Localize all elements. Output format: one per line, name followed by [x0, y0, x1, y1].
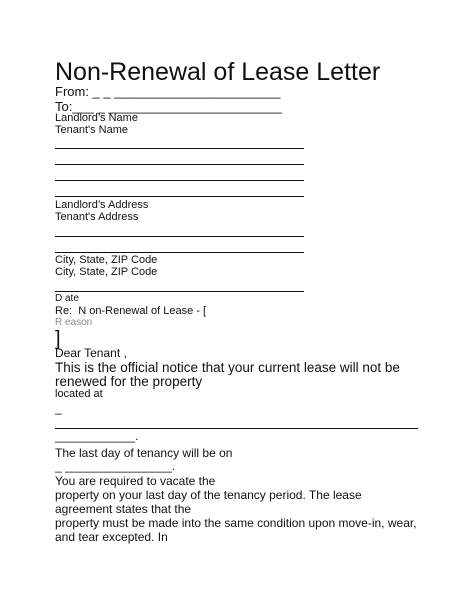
csz-label-2: City, State, ZIP Code: [55, 266, 158, 278]
closing-bracket: ]: [55, 328, 61, 350]
landlord-address-label: Landlord’s Address: [55, 199, 149, 211]
located-at: located at: [55, 388, 103, 400]
notice-line-2: renewed for the property: [55, 374, 203, 389]
tenant-address-label: Tenant's Address: [55, 211, 139, 223]
notice-line-1: This is the official notice that your current lease will not be: [55, 360, 400, 375]
re-line: Re: N on-Renewal of Lease - [: [55, 305, 207, 317]
reason-label: R eason: [55, 317, 93, 328]
vacate-text: You are required to vacate the: [55, 474, 216, 488]
underscore-small: _: [55, 401, 62, 415]
to-line: To:___ _ ________________________: [55, 99, 283, 114]
paragraph-line-4: and tear excepted. In: [55, 530, 168, 544]
date-label: D ate: [55, 293, 79, 304]
salutation: Dear Tenant ,: [55, 346, 127, 360]
last-day-text: The last day of tenancy will be on: [55, 446, 233, 460]
blank-line-5: [55, 236, 304, 237]
from-line: From: _ _ _______________________: [55, 84, 281, 99]
csz-label-1: City, State, ZIP Code: [55, 254, 158, 266]
underscore-period: ____________.: [55, 429, 139, 443]
tenant-name-label: Tenant's Name: [55, 124, 129, 136]
paragraph-line-2: agreement states that the: [55, 502, 192, 516]
blank-line-2: [55, 164, 304, 165]
paragraph-line-1: property on your last day of the tenancy period. The lease: [55, 488, 362, 502]
landlord-name-label: Landlord’s Name: [55, 112, 138, 124]
paragraph-line-3: property must be made into the same condition upon move-in, wear,: [55, 516, 417, 530]
blank-line-3: [55, 180, 304, 181]
letter-title: Non-Renewal of Lease Letter: [55, 58, 381, 86]
underscore-date: _ ________________.: [55, 459, 176, 473]
blank-line-6: [55, 252, 304, 253]
blank-line-4: [55, 196, 304, 197]
blank-line-7: [55, 291, 304, 292]
blank-line-1: [55, 148, 304, 149]
